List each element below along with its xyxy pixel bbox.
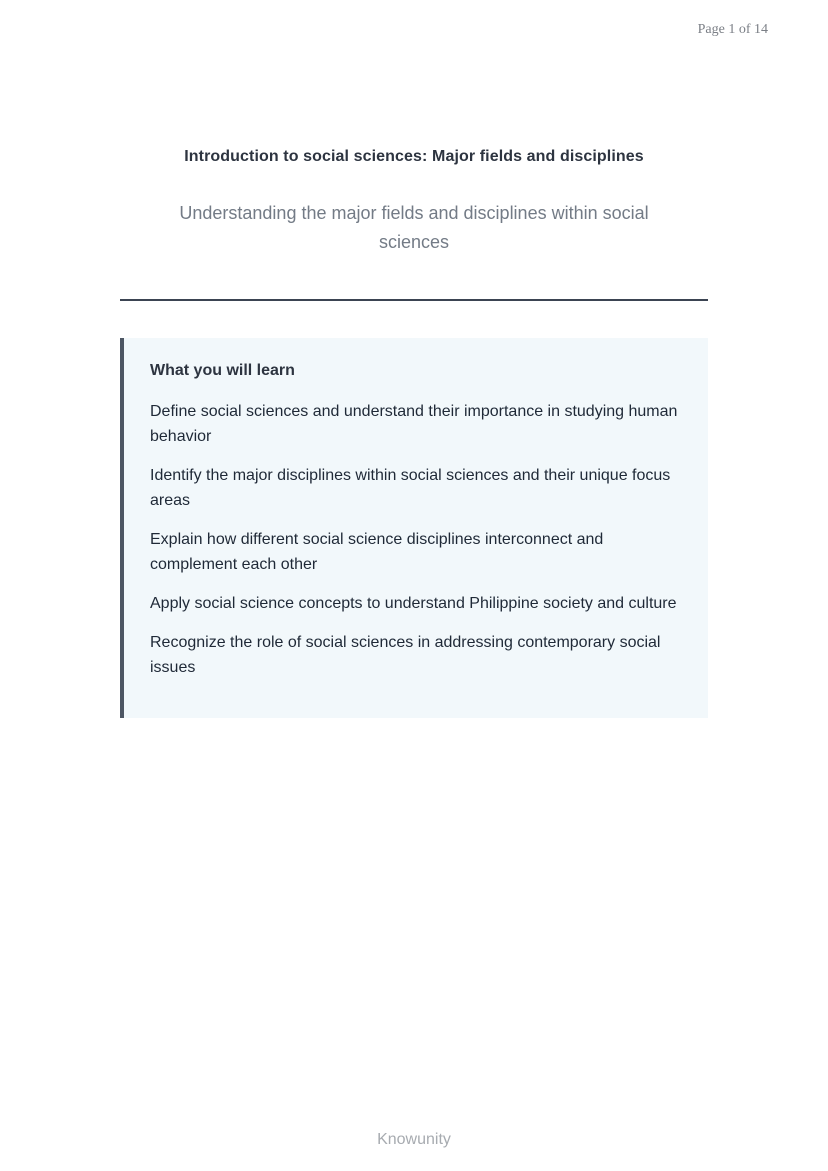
document-subtitle: Understanding the major fields and disciplines within social sciences <box>179 203 649 252</box>
title-divider <box>120 299 708 301</box>
learning-objectives-list <box>150 399 678 680</box>
learning-objective-item: Identify the major disciplines within social sciences and their unique focus areas <box>150 467 671 509</box>
learning-objectives-heading: What you will learn <box>150 362 295 379</box>
learning-objective-item: Apply social science concepts to understand Philippine society and culture <box>150 595 677 612</box>
learning-objective-item: Explain how different social science disciplines interconnect and complement each other <box>150 531 604 573</box>
page-number: Page 1 of 14 <box>697 22 768 37</box>
learning-objective-item: Define social sciences and understand their importance in studying human behavior <box>150 403 678 445</box>
footer-brand: Knowunity <box>377 1131 451 1148</box>
learning-objective-item: Recognize the role of social sciences in addressing contemporary social issues <box>150 634 661 676</box>
document-title: Introduction to social sciences: Major fields and disciplines <box>184 148 644 165</box>
learning-objectives-box <box>120 338 708 718</box>
